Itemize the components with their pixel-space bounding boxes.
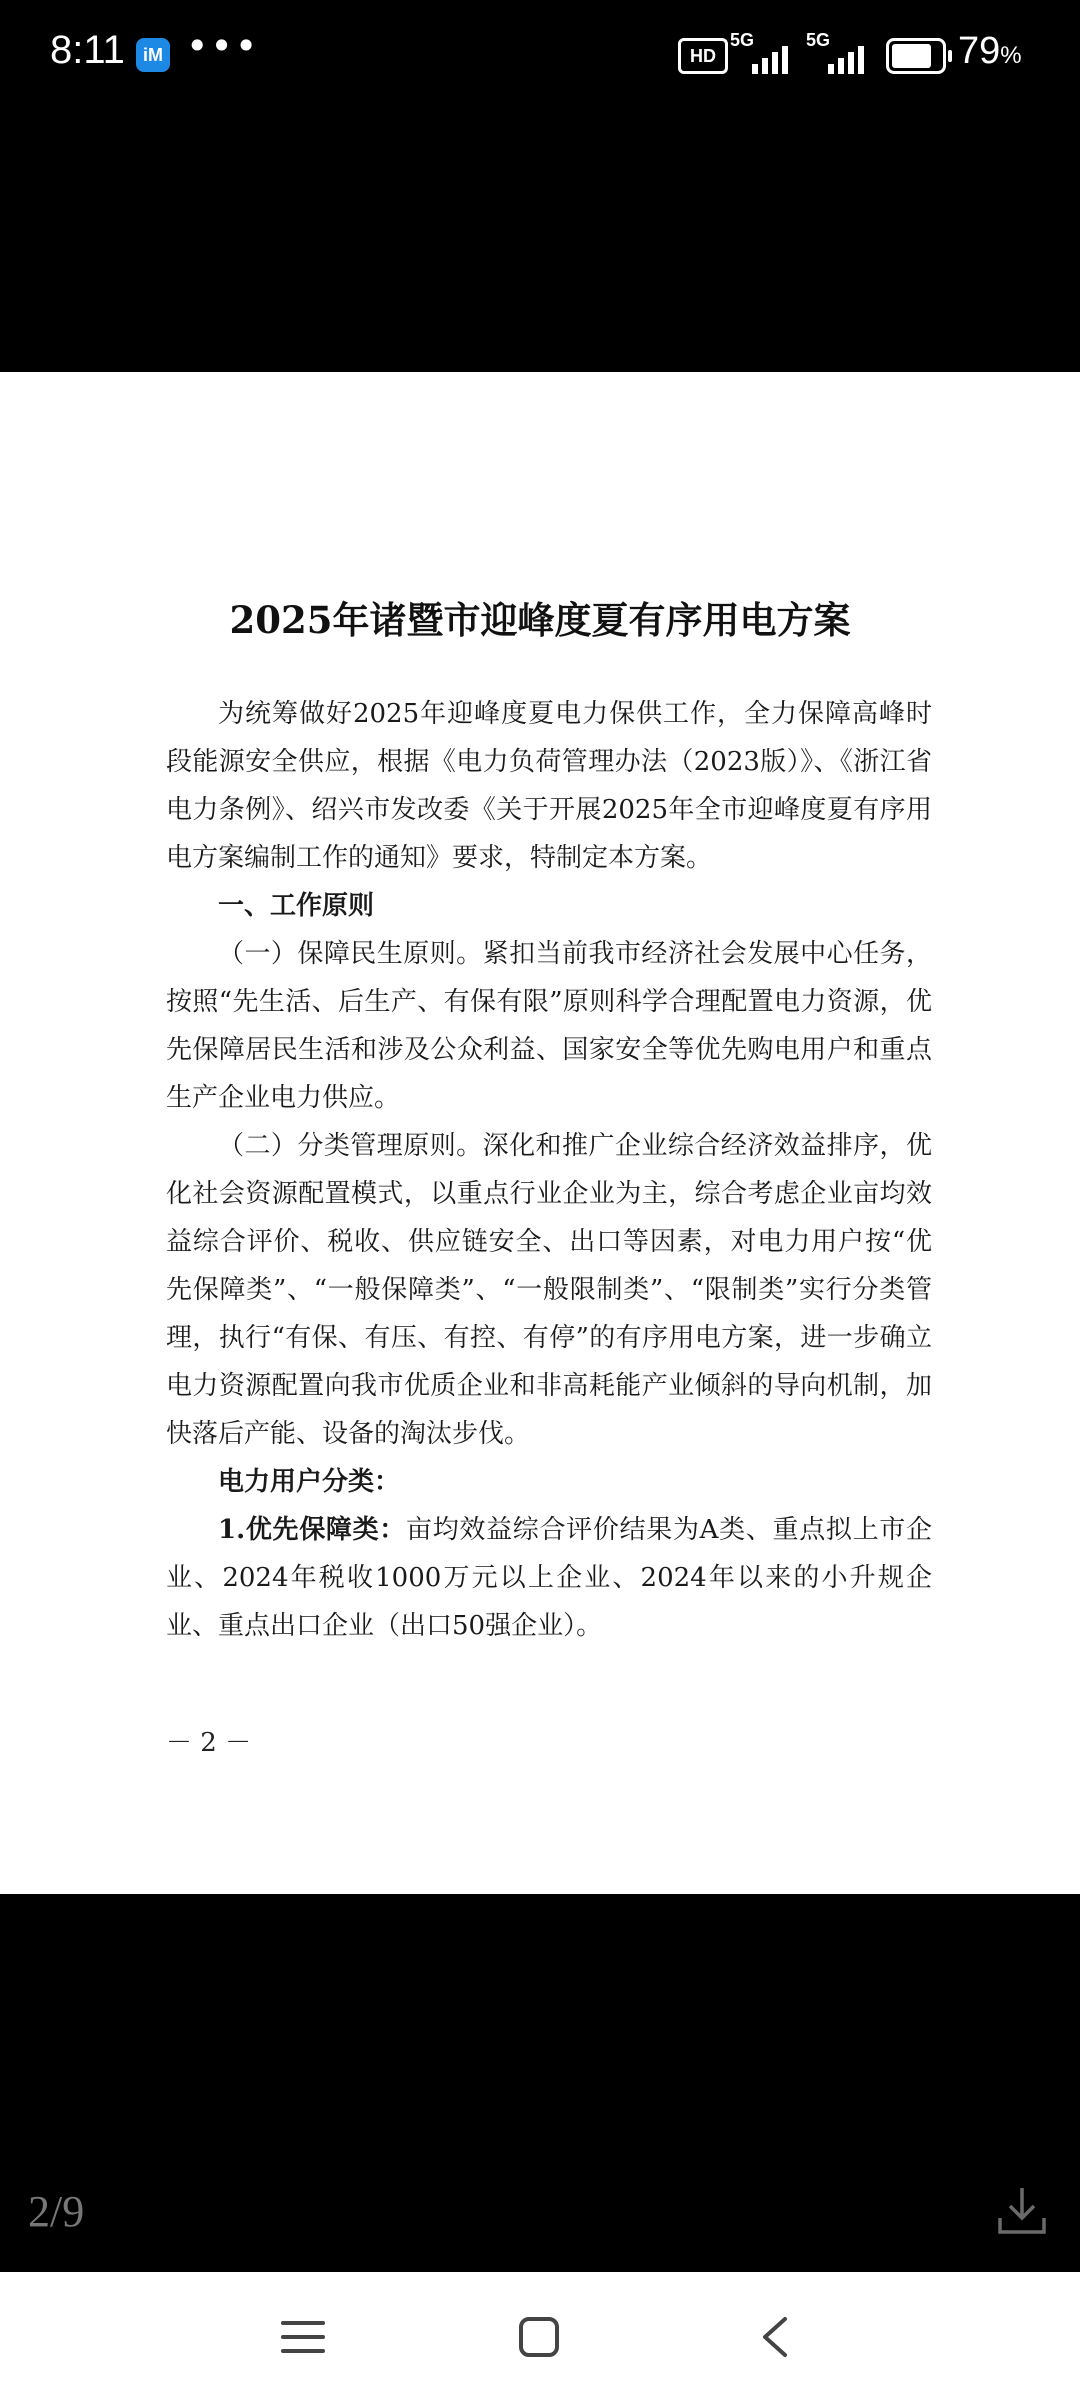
signal-icon-sim2 — [806, 30, 872, 74]
principle-paragraph-2: （二）分类管理原则。深化和推广企业综合经济效益排序，优化社会资源配置模式，以重点行业企业为主，综合考虑企业亩均效益综合评价、税收、供应链安全、出口等因素，对电力用户按“优先保障类”、“一般保障类”、“一般限制类”、“限制类”实行分类管理，执行“有保、有压、有控、有停”的有序用电方案，进一步确立电力资源配置向我市优质企业和非高耗能产业倾斜的导向机制，加快落后产能、设备的淘汰步伐。 — [166, 1131, 932, 1449]
category-item-text: 亩均效益综合评价结果为A类、重点拟上市企业、2024年税收1000万元以上企业、2024年以来的小升规企业、重点出口企业（出口50强企业）。 — [166, 1515, 932, 1641]
document-page[interactable] — [0, 372, 1080, 1894]
document-body — [166, 690, 932, 1650]
status-bar — [0, 0, 1080, 110]
document-title: 2025年诸暨市迎峰度夏有序用电方案 — [229, 598, 851, 642]
signal-icon-sim1 — [730, 30, 790, 74]
battery-value: 79 — [958, 30, 1001, 72]
download-icon[interactable] — [994, 2182, 1050, 2238]
network-type-label: 5G — [806, 30, 831, 50]
network-type-label: 5G — [730, 30, 755, 50]
battery-percent — [958, 30, 1022, 73]
battery-icon — [886, 38, 946, 74]
more-notifications-icon: ••• — [186, 24, 260, 68]
navigation-bar — [0, 2272, 1080, 2400]
principle-paragraph-1: （一）保障民生原则。紧扣当前我市经济社会发展中心任务，按照“先生活、后生产、有保有限”原则科学合理配置电力资源，优先保障居民生活和涉及公众利益、国家安全等优先购电用户和重点生产企业电力供应。 — [166, 939, 932, 1113]
category-item-label: 1.优先保障类： — [218, 1515, 407, 1545]
category-heading: 电力用户分类： — [218, 1467, 401, 1497]
im-app-icon: iM — [136, 38, 170, 72]
menu-icon[interactable] — [268, 2302, 338, 2372]
hd-voice-icon: HD — [678, 38, 728, 74]
category-item-1 — [166, 1506, 932, 1650]
page-counter: 2/9 — [28, 2187, 85, 2236]
back-icon[interactable] — [740, 2302, 810, 2372]
clock: 8:11 — [50, 28, 125, 72]
page-number: － 2 － — [166, 1728, 252, 1758]
intro-paragraph: 为统筹做好2025年迎峰度夏电力保供工作，全力保障高峰时段能源安全供应，根据《电力负荷管理办法（2023版）》、《浙江省电力条例》、绍兴市发改委《关于开展2025年全市迎峰度夏有序用电方案编制工作的通知》要求，特制定本方案。 — [166, 699, 932, 873]
section-heading: 一、工作原则 — [218, 891, 375, 921]
home-icon[interactable] — [504, 2302, 574, 2372]
battery-unit: % — [1000, 42, 1022, 69]
